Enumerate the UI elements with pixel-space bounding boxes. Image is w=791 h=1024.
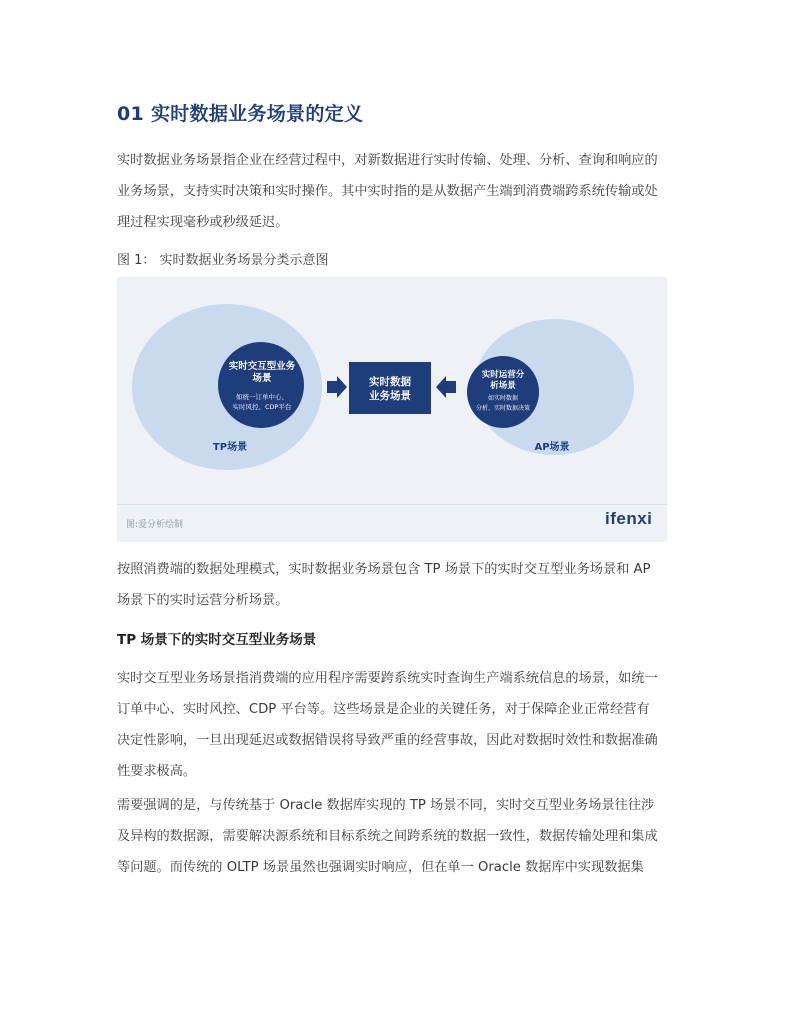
tp-paragraph — [117, 663, 673, 787]
text-line: 订单中心、实时风控、CDP 平台等。这些场景是企业的关键任务，对于保障企业正常经营有 — [117, 702, 650, 717]
text-line: 需要强调的是，与传统基于 Oracle 数据库实现的 TP 场景不同，实时交互型业务场景往往涉 — [117, 798, 655, 813]
text-line: 等问题。而传统的 OLTP 场景虽然也强调实时响应，但在单一 Oracle 数据库中实现数据集 — [117, 860, 644, 875]
center-box — [349, 362, 431, 414]
tp-circle-sub-line2: 实时风控、CDP平台 — [232, 403, 292, 411]
tp-circle-title-line2: 场景 — [252, 373, 272, 384]
figure-caption: 图 1： 实时数据业务场景分类示意图 — [117, 253, 329, 268]
text-line: 理过程实现毫秒或秒级延迟。 — [117, 215, 289, 230]
intro-paragraph — [117, 145, 673, 238]
center-box-line2: 业务场景 — [369, 390, 411, 402]
ap-label: AP场景 — [534, 442, 570, 453]
ap-circle-sub-line1: 如实时数据 — [487, 395, 519, 402]
ap-inner-circle — [467, 356, 539, 428]
tp-label: TP场景 — [212, 442, 248, 453]
text-line: 决定性影响，一旦出现延迟或数据错误将导致严重的经营事故，因此对数据时效性和数据准确 — [117, 733, 658, 748]
text-line: 按照消费端的数据处理模式，实时数据业务场景包含 TP 场景下的实时交互型业务场景和 AP — [117, 562, 651, 577]
figure-divider — [117, 504, 667, 505]
tp-circle-title-line1: 实时交互型业务 — [228, 361, 296, 372]
arrow-right-icon — [327, 376, 347, 398]
subheading: TP 场景下的实时交互型业务场景 — [117, 632, 317, 648]
emphasis-paragraph — [117, 790, 673, 883]
center-box-line1: 实时数据 — [369, 376, 411, 388]
text-line: 实时数据业务场景指企业在经营过程中，对新数据进行实时传输、处理、分析、查询和响应的 — [117, 153, 658, 168]
section-title: 01 实时数据业务场景的定义 — [117, 103, 364, 125]
ap-circle-title-line1: 实时运营分 — [481, 370, 525, 380]
text-line: 性要求极高。 — [117, 764, 197, 779]
text-line: 实时交互型业务场景指消费端的应用程序需要跨系统实时查询生产端系统信息的场景，如统一 — [117, 671, 658, 686]
ap-circle-sub-line2: 分析、实时数据决策 — [475, 405, 531, 412]
figure-source: 图:爱分析绘制 — [126, 520, 184, 530]
tp-circle-sub-line1: 如统一订单中心、 — [236, 393, 288, 401]
ifenxi-logo: ifenxi — [605, 509, 653, 528]
scenario-diagram — [117, 277, 667, 504]
text-line: 场景下的实时运营分析场景。 — [117, 593, 289, 608]
arrow-left-icon — [436, 376, 456, 398]
classification-paragraph — [117, 554, 673, 616]
text-line: 及异构的数据源，需要解决源系统和目标系统之间跨系统的数据一致性，数据传输处理和集成 — [117, 829, 658, 844]
figure — [117, 277, 667, 542]
ap-circle-title-line2: 析场景 — [490, 381, 516, 391]
tp-inner-circle — [218, 342, 304, 428]
text-line: 业务场景，支持实时决策和实时操作。其中实时指的是从数据产生端到消费端跨系统传输或处 — [117, 184, 658, 199]
